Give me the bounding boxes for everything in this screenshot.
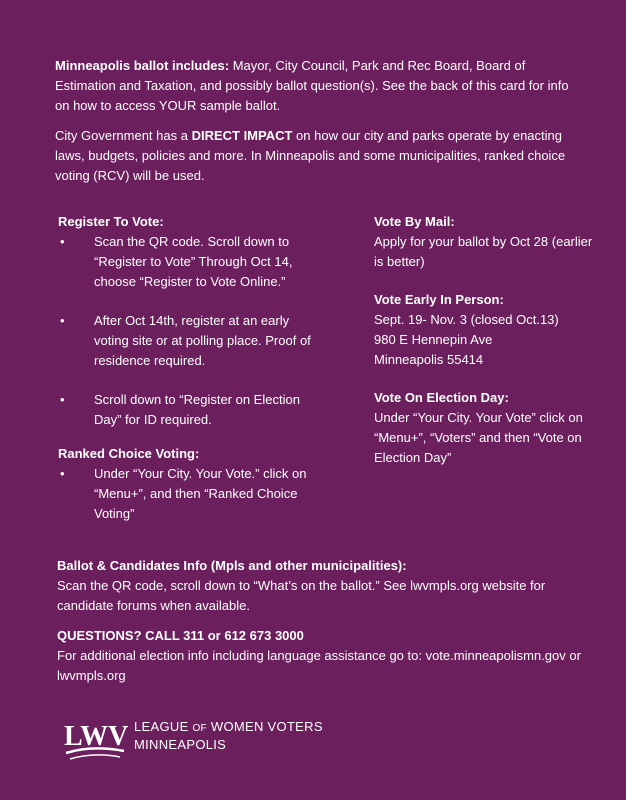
intro-section: [55, 56, 585, 196]
ballot-info-section: [57, 556, 597, 616]
questions-text: For additional election info including language assistance go to: vote.minneapolismn.gov or lwvmpls.org: [57, 648, 581, 683]
election-day-text: Under “Your City. Your Vote” click on “Menu+”, “Voters” and then “Vote on Election Day”: [374, 410, 583, 465]
lwv-logo: [62, 715, 392, 765]
bullet-icon: •: [60, 234, 65, 249]
lwv-logo-mark: LWV: [64, 721, 128, 752]
ballot-includes-text: Mayor, City Council, Park and Rec Board, Board of Estimation and Taxation, and possibly ballot question(s). See the back of this card for info on how to access YOUR sample ballot.: [55, 58, 569, 113]
vote-early-dates: Sept. 19- Nov. 3 (closed Oct.13): [374, 312, 559, 327]
city-government-paragraph: [55, 126, 585, 186]
vote-by-mail-section: [374, 212, 594, 272]
rcv-title: Ranked Choice Voting:: [58, 446, 200, 461]
city-government-text-rest: on how our city and parks operate by enacting laws, budgets, policies and more. In Minneapolis and some municipalities, ranked choice voting (RCV) will be used.: [55, 128, 566, 183]
bullet-icon: •: [60, 392, 65, 407]
city-government-text-start: City Government has a: [55, 128, 192, 143]
lwv-logo-line2: MINNEAPOLIS: [134, 737, 227, 752]
bullet-icon: •: [60, 466, 65, 481]
election-day-title: Vote On Election Day:: [374, 390, 509, 405]
vote-by-mail-text: Apply for your ballot by Oct 28 (earlier is better): [374, 234, 593, 269]
list-item: [58, 390, 318, 430]
rcv-item-text: Under “Your City. Your Vote.” click on “Menu+”, and then “Ranked Choice Voting”: [94, 466, 307, 521]
rcv-list: [58, 464, 318, 524]
ballot-info-title: Ballot & Candidates Info (Mpls and other municipalities):: [57, 558, 407, 573]
register-item-text: Scan the QR code. Scroll down to “Register to Vote” Through Oct 14, choose “Register to Vote Online.”: [94, 234, 293, 289]
election-day-section: [374, 388, 594, 468]
vote-early-city: Minneapolis 55414: [374, 352, 484, 367]
ballot-includes-label: Minneapolis ballot includes:: [55, 58, 230, 73]
register-list: [58, 232, 318, 430]
right-column: [374, 212, 594, 486]
list-item: [58, 311, 318, 371]
vote-early-title: Vote Early In Person:: [374, 292, 504, 307]
list-item: [58, 232, 318, 292]
ballot-includes-paragraph: [55, 56, 585, 116]
questions-title: QUESTIONS? CALL 311 or 612 673 3000: [57, 628, 304, 643]
lwv-logo-text: [134, 719, 323, 753]
register-item-text: After Oct 14th, register at an early voting site or at polling place. Proof of residence required.: [94, 313, 311, 368]
direct-impact-label: DIRECT IMPACT: [191, 128, 293, 143]
vote-early-section: [374, 290, 594, 370]
vote-early-address: 980 E Hennepin Ave: [374, 332, 493, 347]
list-item: [58, 464, 318, 524]
lwv-logo-icon: [62, 715, 128, 763]
ballot-info-text: Scan the QR code, scroll down to “What’s on the ballot.” See lwvmpls.org website for candidate forums when available.: [57, 578, 546, 613]
left-column: [58, 212, 318, 524]
lwv-logo-line1: LEAGUE OF WOMEN VOTERS: [134, 719, 323, 734]
register-item-text: Scroll down to “Register on Election Day” for ID required.: [94, 392, 300, 427]
register-title: Register To Vote:: [58, 214, 164, 229]
bullet-icon: •: [60, 313, 65, 328]
questions-section: [57, 626, 597, 686]
vote-by-mail-title: Vote By Mail:: [374, 214, 455, 229]
